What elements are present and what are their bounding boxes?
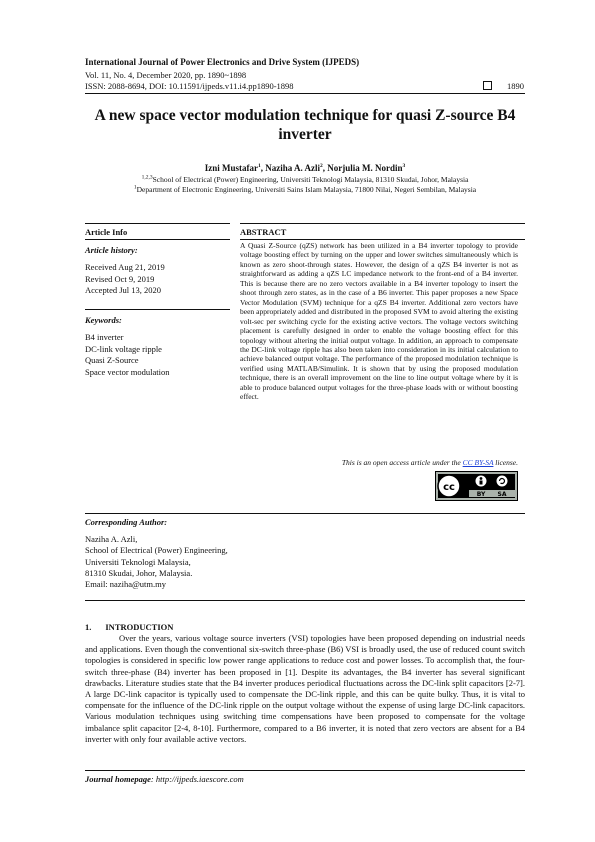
- corresponding-line: 81310 Skudai, Johor, Malaysia.: [85, 567, 193, 578]
- affiliation-text: Department of Electronic Engineering, Universiti Sains Islam Malaysia, 71800 Nilai, Negeri Sembilan, Malaysia: [136, 185, 477, 194]
- corresponding-line: School of Electrical (Power) Engineering,: [85, 545, 228, 556]
- journal-homepage: [85, 774, 244, 784]
- keywords-list: [85, 332, 170, 378]
- cc-badge-text: cc: [443, 482, 455, 493]
- keyword: DC-link voltage ripple: [85, 343, 162, 354]
- footer-rule: [85, 770, 525, 771]
- sa-icon: [496, 475, 508, 487]
- by-badge-text: BY: [476, 491, 486, 498]
- issn-doi-line: ISSN: 2088-8694, DOI: 10.11591/ijpeds.v11.i4.pp1890-1898: [85, 81, 294, 91]
- journal-name: International Journal of Power Electronics and Drive System (IJPEDS): [85, 57, 360, 67]
- author-sup: 2: [320, 163, 323, 169]
- corresponding-details: [85, 534, 228, 590]
- author-name: Izni Mustafar: [204, 163, 258, 173]
- history-item: Revised Oct 9, 2019: [85, 273, 155, 284]
- introduction-heading: [85, 622, 173, 632]
- corresponding-heading: Corresponding Author:: [85, 517, 168, 527]
- author-list: [85, 163, 525, 173]
- author-sep: ,: [322, 163, 328, 173]
- abstract-text: A Quasi Z-Source (qZS) network has been utilized in a B4 inverter topology to provide voltage boosting effect by turning on the upper and lower switches simultaneously which is known as zero shoot-through states. However, the design of a qZS B4 inverter is not as straightforward as adding a qZS LC impedance network to the front-end of a B4 inverter. This is because there are no zero vectors available in a B4 inverter topology to insert the shoot through zero states, as in the case of a B6 inverter. This paper proposes a new Space Vector Modulation (SVM) technique for a qZS B4 inverter. Additional zero vectors have been appropriately added and distributed in the proposed SVM to avoid altering the existing volt-sec per switching cycle for the existing active vectors. The voltage vectors switching placement is carefully designed in order to enable the voltage boosting effect for this topology without altering the initial output voltage. In addition, an approach to compensate the DC-link voltage ripple has also been taken into consideration in its initial calculation to achieve balanced output voltage. The performance of the proposed modulation technique is verified using MATLAB/Simulink. It is shown that by using the proposed modulation technique, there is an overall improvement on the line to line output voltage where by it is able to produce balanced output voltages for the three-phase loads with or without boosting effect.: [240, 241, 518, 402]
- history-item: Accepted Jul 13, 2020: [85, 285, 162, 295]
- volume-line: Vol. 11, No. 4, December 2020, pp. 1890~1898: [85, 70, 247, 80]
- history-item: Received Aug 21, 2019: [85, 262, 165, 272]
- homepage-label: Journal homepage: [85, 774, 151, 784]
- corresponding-bottom-rule: [85, 600, 525, 601]
- article-info-rule: [85, 239, 230, 240]
- section-title: INTRODUCTION: [105, 622, 174, 632]
- corresponding-line: Universiti Teknologi Malaysia,: [85, 556, 191, 567]
- introduction-paragraph: Over the years, various voltage source inverters (VSI) topologies have been proposed depending on industrial needs and applications. Even though the conventional six-switch three-phase (B6) VSI is broadly used, the use of reduced count switch topologies is considered in specific low power range applications to reduce cost and power losses. To accomplish that, the four-switch three-phase (B4) inverter has been proposed in [1]. Despite its advantages, the B4 inverter has several significant drawbacks. Literature studies state that the B4 inverter produces periodical fluctuations across the DC-link split capacitors [2-7]. A large DC-link capacitor is typically used to compensate the DC-link ripple, and this can be quite bulky. Thus, it is vital to compensate for the influence of the DC-link ripple on the output voltage without the expense of using large DC-link capacitors. Various modulation techniques using switching time compensations have been proposed to compensate for the voltage imbalance split capacitor [2-4, 8-10]. Furthermore, compared to a B6 inverter, it is noted that zero vectors are absent for a B4 inverter with only four available active vectors.: [85, 633, 525, 744]
- homepage-url[interactable]: : http://ijpeds.iaescore.com: [150, 774, 244, 784]
- affiliation-sup: 1: [133, 184, 137, 191]
- license-link[interactable]: CC BY-SA: [462, 458, 494, 467]
- introduction-text: [85, 633, 525, 745]
- sa-badge-text: SA: [497, 491, 507, 498]
- author-name: Naziha A. Azli: [265, 163, 320, 173]
- page-number: 1890: [507, 81, 524, 91]
- abstract-top-rule: [240, 223, 525, 224]
- keywords-heading: Keywords:: [85, 315, 122, 325]
- square-icon: [483, 81, 492, 90]
- author-sep: ,: [260, 163, 266, 173]
- author-sup: 1: [257, 163, 261, 169]
- license-line: [240, 458, 518, 467]
- author-name: Norjulia M. Nordin: [327, 163, 403, 173]
- cc-by-sa-badge[interactable]: [435, 471, 518, 501]
- affiliation: [85, 185, 525, 194]
- author-sup: 3: [402, 163, 406, 169]
- article-info-top-rule: [85, 223, 230, 224]
- affiliation-text: School of Electrical (Power) Engineering, Universiti Teknologi Malaysia, 81310 Skudai, Johor, Malaysia: [152, 175, 469, 184]
- abstract-heading: ABSTRACT: [240, 227, 287, 237]
- affiliation-sup: 1,2,3: [141, 174, 153, 181]
- paper-title: A new space vector modulation technique for quasi Z-source B4 inverter: [94, 107, 516, 143]
- keywords-rule: [85, 309, 230, 310]
- license-suffix: license.: [493, 458, 518, 467]
- corresponding-top-rule: [85, 513, 525, 514]
- keyword: Quasi Z-Source: [85, 355, 139, 365]
- section-number: 1.: [85, 622, 92, 632]
- keyword: Space vector modulation: [85, 366, 170, 377]
- license-prefix: This is an open access article under the: [341, 458, 463, 467]
- history-list: [85, 262, 165, 297]
- affiliation: [85, 175, 525, 184]
- keyword: B4 inverter: [85, 332, 124, 342]
- corresponding-line: Naziha A. Azli,: [85, 534, 138, 544]
- abstract-rule: [240, 239, 525, 240]
- corresponding-line: Email: naziha@utm.my: [85, 579, 167, 590]
- header-rule: [85, 93, 525, 94]
- history-heading: Article history:: [85, 245, 138, 255]
- article-info-heading: Article Info: [85, 227, 128, 237]
